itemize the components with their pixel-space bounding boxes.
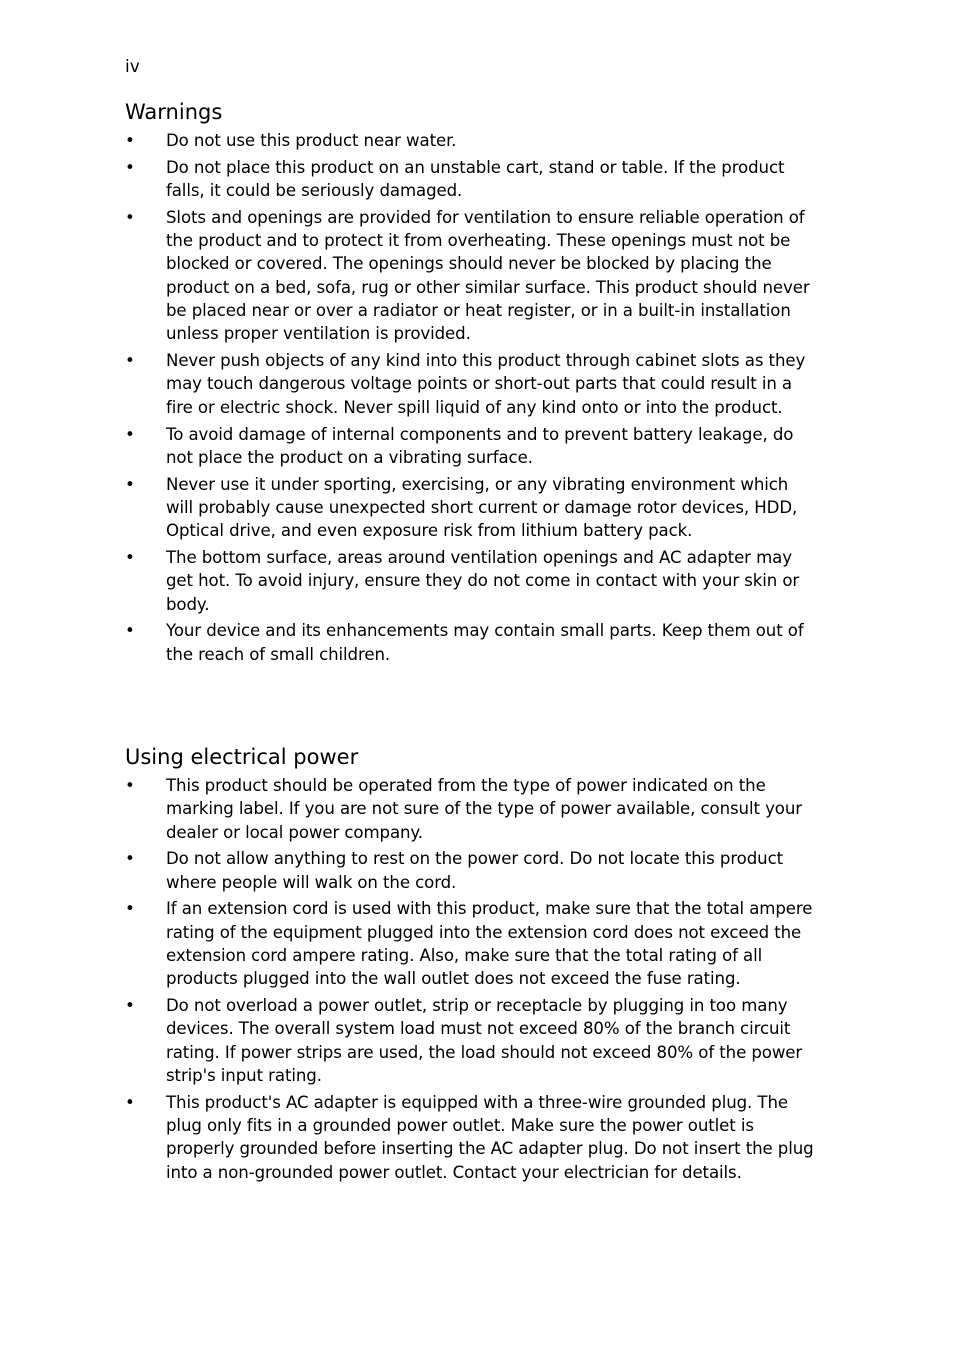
bullet-icon: • <box>125 1092 135 1112</box>
warnings-item-text: Never use it under sporting, exercising, or any vibrating environment which will probably cause unexpected short current or damage rotor devices, HDD, Optical drive, and even exposure risk from lithium battery pack. <box>166 474 798 541</box>
warnings-item-text: Do not place this product on an unstable cart, stand or table. If the product falls, it could be seriously damaged. <box>166 157 785 201</box>
warnings-item <box>125 546 815 616</box>
warnings-item-text: Do not use this product near water. <box>166 131 457 150</box>
warnings-item-text: Slots and openings are provided for ventilation to ensure reliable operation of the product and to protect it from overheating. These openings must not be blocked or covered. The openings should never be blocked by placing the product on a bed, sofa, rug or other similar surface. This product should never be placed near or over a radiator or heat register, or in a built-in installation unless proper ventilation is provided. <box>166 207 810 344</box>
bullet-icon: • <box>125 899 135 919</box>
warnings-item-text: Your device and its enhancements may contain small parts. Keep them out of the reach of small children. <box>166 621 804 664</box>
bullet-icon: • <box>125 474 135 494</box>
warnings-item <box>125 423 815 470</box>
warnings-item <box>125 156 815 203</box>
warnings-item-text: The bottom surface, areas around ventilation openings and AC adapter may get hot. To avoid injury, ensure they do not come in contact with your skin or body. <box>166 548 800 614</box>
bullet-icon: • <box>125 621 135 641</box>
bullet-icon: • <box>125 424 135 444</box>
bullet-icon: • <box>125 157 135 177</box>
page-number: iv <box>125 57 140 77</box>
warnings-item <box>125 349 815 419</box>
bullet-icon: • <box>125 776 135 795</box>
bullet-icon: • <box>125 996 135 1016</box>
warnings-item-text: Never push objects of any kind into this product through cabinet slots as they may touch dangerous voltage points or short-out parts that could result in a fire or electric shock. Never spill liquid of any kind onto or into the product. <box>166 351 806 417</box>
power-item <box>125 994 815 1087</box>
warnings-item <box>125 619 815 666</box>
warnings-list <box>125 129 815 666</box>
electrical-power-section <box>125 743 815 1188</box>
electrical-power-list <box>125 774 815 1184</box>
bullet-icon: • <box>125 207 135 227</box>
power-item-text: If an extension cord is used with this product, make sure that the total ampere rating of the equipment plugged into the extension cord does not exceed the extension cord ampere rating. Also, make sure that the total rating of all products plugged into the wall outlet does not exceed the fuse rating. <box>166 899 813 989</box>
bullet-icon: • <box>125 548 135 568</box>
power-item <box>125 847 815 894</box>
electrical-power-heading: Using electrical power <box>125 745 359 769</box>
power-item-text: Do not allow anything to rest on the power cord. Do not locate this product where people will walk on the cord. <box>166 849 784 892</box>
warnings-section <box>125 98 815 670</box>
power-item <box>125 1091 815 1184</box>
bullet-icon: • <box>125 131 135 150</box>
power-item <box>125 774 815 844</box>
warnings-heading: Warnings <box>125 100 223 124</box>
power-item-text: This product should be operated from the type of power indicated on the marking label. If you are not sure of the type of power available, consult your dealer or local power company. <box>166 776 802 842</box>
power-item-text: Do not overload a power outlet, strip or receptacle by plugging in too many devices. The overall system load must not exceed 80% of the branch circuit rating. If power strips are used, the load should not exceed 80% of the power strip's input rating. <box>166 996 803 1086</box>
bullet-icon: • <box>125 849 135 869</box>
bullet-icon: • <box>125 351 135 371</box>
warnings-item <box>125 206 815 346</box>
warnings-item <box>125 473 815 543</box>
warnings-item <box>125 129 815 152</box>
warnings-item-text: To avoid damage of internal components and to prevent battery leakage, do not place the product on a vibrating surface. <box>166 424 794 467</box>
power-item-text: This product's AC adapter is equipped with a three-wire grounded plug. The plug only fits in a grounded power outlet. Make sure the power outlet is properly grounded before inserting the AC adapter plug. Do not insert the plug into a non-grounded power outlet. Contact your electrician for details. <box>166 1092 814 1182</box>
power-item <box>125 897 815 990</box>
